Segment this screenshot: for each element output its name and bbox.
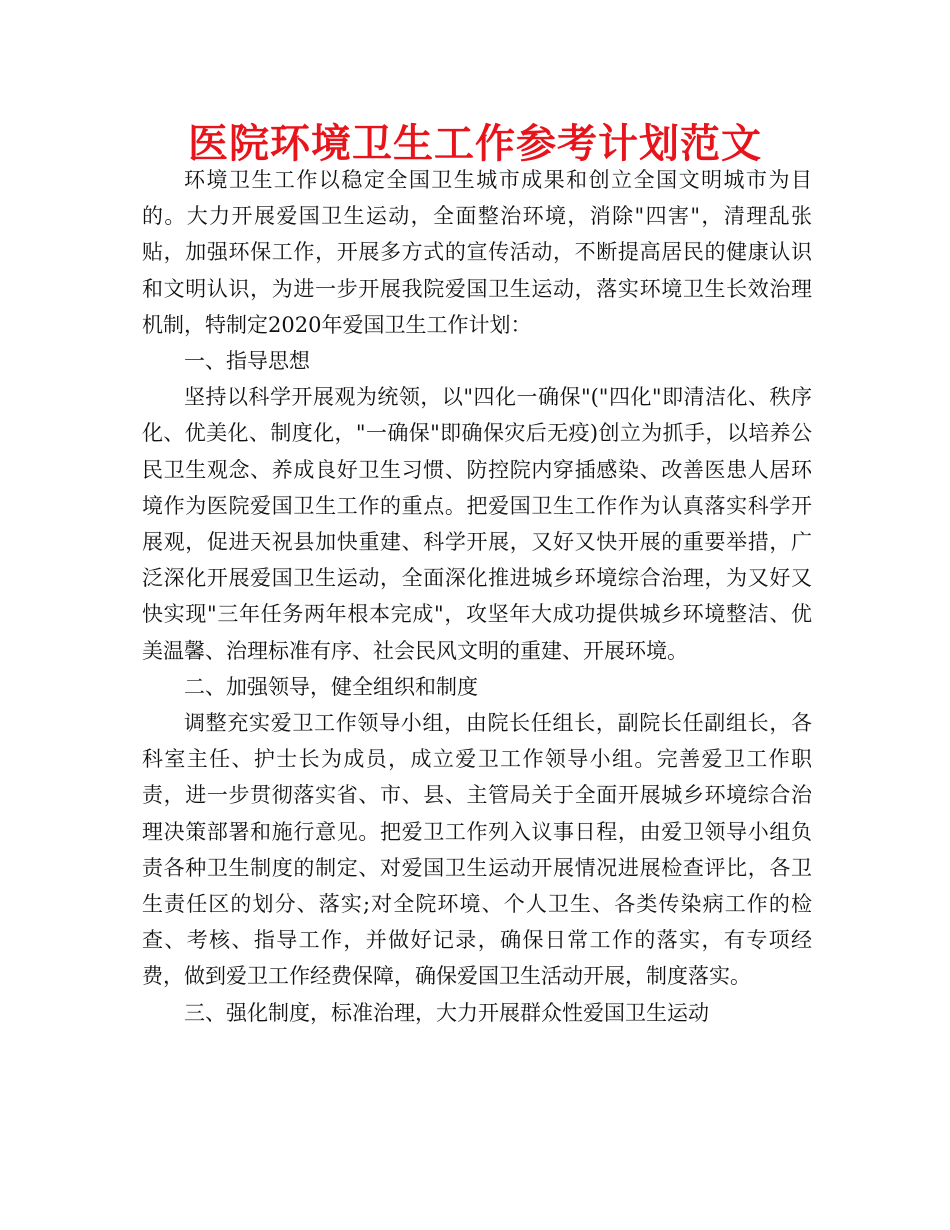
section-heading-leadership: 二、加强领导，健全组织和制度 [184, 674, 478, 699]
section-heading-system: 三、强化制度，标准治理，大力开展群众性爱国卫生运动 [184, 1000, 709, 1025]
section-heading-guiding-thought: 一、指导思想 [184, 349, 310, 374]
guiding-thought-paragraph: 坚持以科学开展观为统领，以"四化一确保"("四化"即清洁化、秩序化、优美化、制度化，"一确保"即确保灾后无疫)创立为抓手，以培养公民卫生观念、养成良好卫生习惯、防控院内穿插感染、改善医患人居环境作为医院爱国卫生工作的重点。把爱国卫生工作作为认真落实科学开展观，促进天祝县加快重建、科学开展，又好又快开展的重要举措，广泛深化开展爱国卫生运动，全面深化推进城乡环境综合治理，为又好又快实现"三年任务两年根本完成"，攻坚年大成功提供城乡环境整洁、优美温馨、治理标准有序、社会民风文明的重建、开展环境。 [142, 385, 812, 663]
leadership-paragraph: 调整充实爱卫工作领导小组，由院长任组长，副院长任副组长，各科室主任、护士长为成员，成立爱卫工作领导小组。完善爱卫工作职责，进一步贯彻落实省、市、县、主管局关于全面开展城乡环境综合治理决策部署和施行意见。把爱卫工作列入议事日程，由爱卫领导小组负责各种卫生制度的制定、对爱国卫生运动开展情况进展检查评比，各卫生责任区的划分、落实;对全院环境、个人卫生、各类传染病工作的检查、考核、指导工作，并做好记录，确保日常工作的落实，有专项经费，做到爱卫工作经费保障，确保爱国卫生活动开展，制度落实。 [142, 711, 812, 989]
document-body [142, 162, 812, 1031]
document-title: 医院环境卫生工作参考计划范文 [188, 121, 762, 167]
intro-paragraph: 环境卫生工作以稳定全国卫生城市成果和创立全国文明城市为目的。大力开展爱国卫生运动，全面整治环境，消除"四害"，清理乱张贴，加强环保工作，开展多方式的宣传活动，不断提高居民的健康认识和文明认识，为进一步开展我院爱国卫生运动，落实环境卫生长效治理机制，特制定2020年爱国卫生工作计划： [142, 168, 812, 337]
